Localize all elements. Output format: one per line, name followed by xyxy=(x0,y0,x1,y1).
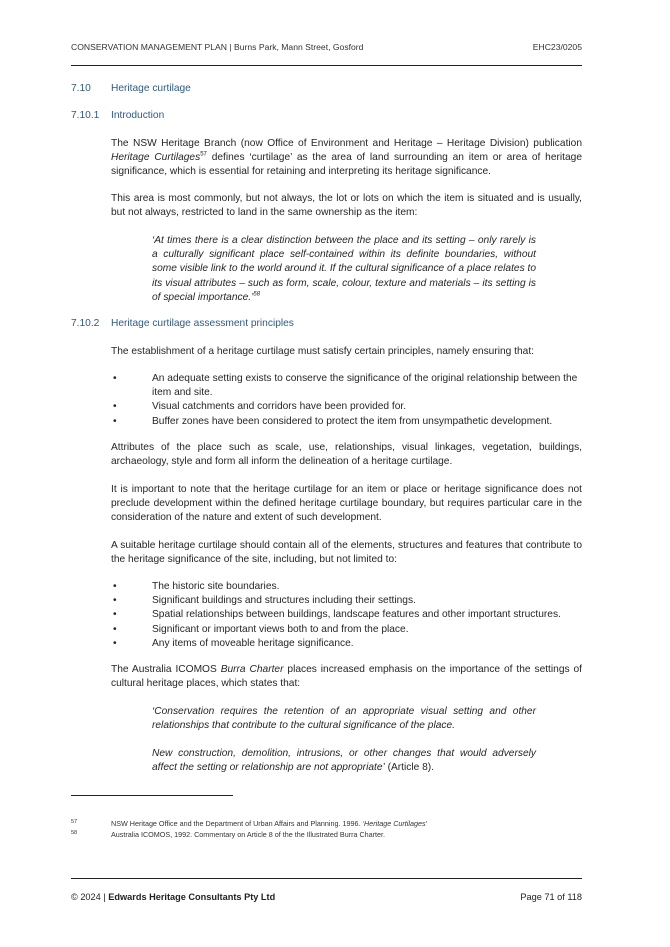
paragraph-text: The Australia ICOMOS xyxy=(111,664,221,675)
list-item xyxy=(111,623,582,637)
paragraph-suitable-curtilage: A suitable heritage curtilage should contain all of the elements, structures and features that contribute to the heritage significance of the site, including, but not limited to: xyxy=(111,540,582,566)
subsection-heading-introduction xyxy=(71,110,164,121)
bullet-icon: • xyxy=(113,373,117,384)
paragraph-text: The NSW Heritage Branch (now Office of Environment and Heritage – Heritage Division) publication xyxy=(111,138,582,149)
footnote-58 xyxy=(71,830,385,839)
footnote-separator xyxy=(71,795,233,796)
paragraph-area: This area is most commonly, but not always, the lot or lots on which the item is situated and is usually, but not always, restricted to land in the same ownership as the item: xyxy=(111,193,582,219)
footnote-text: Australia ICOMOS, 1992. Commentary on Article 8 of the the Illustrated Burra Charter. xyxy=(111,830,386,839)
subsection-number: 7.10.1 xyxy=(71,110,100,121)
list-item-text: Spatial relationships between buildings, landscape features and other important structures. xyxy=(152,609,561,621)
footnote-number: 57 xyxy=(71,819,78,825)
copyright-text: © 2024 | xyxy=(71,892,109,902)
bullet-list-principles xyxy=(111,372,582,429)
bullet-icon: • xyxy=(113,623,117,635)
paragraph-text: defines ‘curtilage’ as the area of land surrounding an item or area of heritage significance, which is essential for retaining and interpreting its heritage significance. xyxy=(111,152,582,178)
list-item xyxy=(111,415,582,429)
paragraph-important-note: It is important to note that the heritage curtilage for an item or place or heritage significance does not preclude development within the defined heritage curtilage boundary, but requires particular care in the consideration of the nature and extent of such development. xyxy=(111,484,582,524)
block-quote-setting xyxy=(152,234,536,305)
list-item xyxy=(111,372,582,400)
bullet-icon: • xyxy=(113,609,117,621)
footnote-number: 58 xyxy=(71,830,78,836)
list-item xyxy=(111,637,582,651)
list-item xyxy=(111,608,582,622)
list-item-text: An adequate setting exists to conserve the significance of the original relationship between the item and site. xyxy=(152,373,578,399)
list-item-text: Buffer zones have been considered to protect the item from unsympathetic development. xyxy=(152,415,553,427)
subsection-number: 7.10.2 xyxy=(71,318,100,329)
header-rule xyxy=(71,65,582,66)
quote-text: New construction, demolition, intrusions, or other changes that would adversely affect the setting or relationship are not appropriate’ xyxy=(152,748,536,774)
footnote-publication: Heritage Curtilages xyxy=(364,819,426,828)
subsection-title: Introduction xyxy=(111,110,165,121)
subsection-heading-principles xyxy=(71,318,294,329)
section-number: 7.10 xyxy=(71,83,91,94)
footnote-57 xyxy=(71,819,427,828)
section-heading xyxy=(71,83,191,94)
bullet-icon: • xyxy=(113,415,117,427)
bullet-icon: • xyxy=(113,581,117,592)
list-item-text: Visual catchments and corridors have been provided for. xyxy=(152,401,407,413)
footnote-text: ’ xyxy=(425,819,428,828)
publication-title: Heritage Curtilages xyxy=(111,152,201,164)
paragraph-principles-intro: The establishment of a heritage curtilage must satisfy certain principles, namely ensuring that: xyxy=(111,346,534,357)
section-title: Heritage curtilage xyxy=(111,83,191,94)
block-quote-conservation: ‘Conservation requires the retention of an appropriate visual setting and other relationships that contribute to the cultural significance of the place. xyxy=(152,706,536,732)
charter-title: Burra Charter xyxy=(220,664,284,675)
list-item xyxy=(111,580,582,594)
paragraph-attributes: Attributes of the place such as scale, use, relationships, visual linkages, vegetation, buildings, archaeology, style and form all inform the delineation of a heritage curtilage. xyxy=(111,442,582,468)
footnote-ref: 57 xyxy=(200,151,207,158)
bullet-list-elements xyxy=(111,580,582,651)
document-reference: EHC23/0205 xyxy=(532,42,582,52)
list-item-text: Any items of moveable heritage significance. xyxy=(152,637,354,649)
footer-rule xyxy=(71,878,582,879)
bullet-icon: • xyxy=(113,595,117,607)
paragraph-definition xyxy=(111,137,582,180)
footer-copyright xyxy=(71,892,275,902)
paragraph-text: places increased emphasis on the importance of the settings of cultural heritage places, which states that: xyxy=(111,664,582,690)
list-item xyxy=(111,400,582,414)
subsection-title: Heritage curtilage assessment principles xyxy=(111,318,294,329)
bullet-icon: • xyxy=(113,401,117,413)
running-header-title: CONSERVATION MANAGEMENT PLAN | Burns Park, Mann Street, Gosford xyxy=(71,42,364,52)
list-item-text: Significant or important views both to and from the place. xyxy=(152,623,409,635)
bullet-icon: • xyxy=(113,637,117,649)
list-item-text: Significant buildings and structures including their settings. xyxy=(152,595,416,607)
page-number: Page 71 of 118 xyxy=(520,892,582,902)
company-name: Edwards Heritage Consultants Pty Ltd xyxy=(108,892,276,902)
quote-text: ‘At times there is a clear distinction between the place and its setting – only rarely is a culturally significant place self-contained within its definite boundaries, without some visible link to the world around it. If the cultural significance of a place relates to its visual attributes – such as form, scale, colour, texture and materials – its setting is of special importance.’ xyxy=(152,235,536,303)
list-item-text: The historic site boundaries. xyxy=(152,581,280,592)
list-item xyxy=(111,594,582,608)
footnote-text: NSW Heritage Office and the Department of Urban Affairs and Planning. 1996. ‘ xyxy=(111,819,365,828)
paragraph-burra-charter xyxy=(111,663,582,691)
article-reference: (Article 8). xyxy=(384,762,435,774)
footnote-ref: 58 xyxy=(253,291,261,298)
block-quote-new-construction xyxy=(152,747,536,775)
